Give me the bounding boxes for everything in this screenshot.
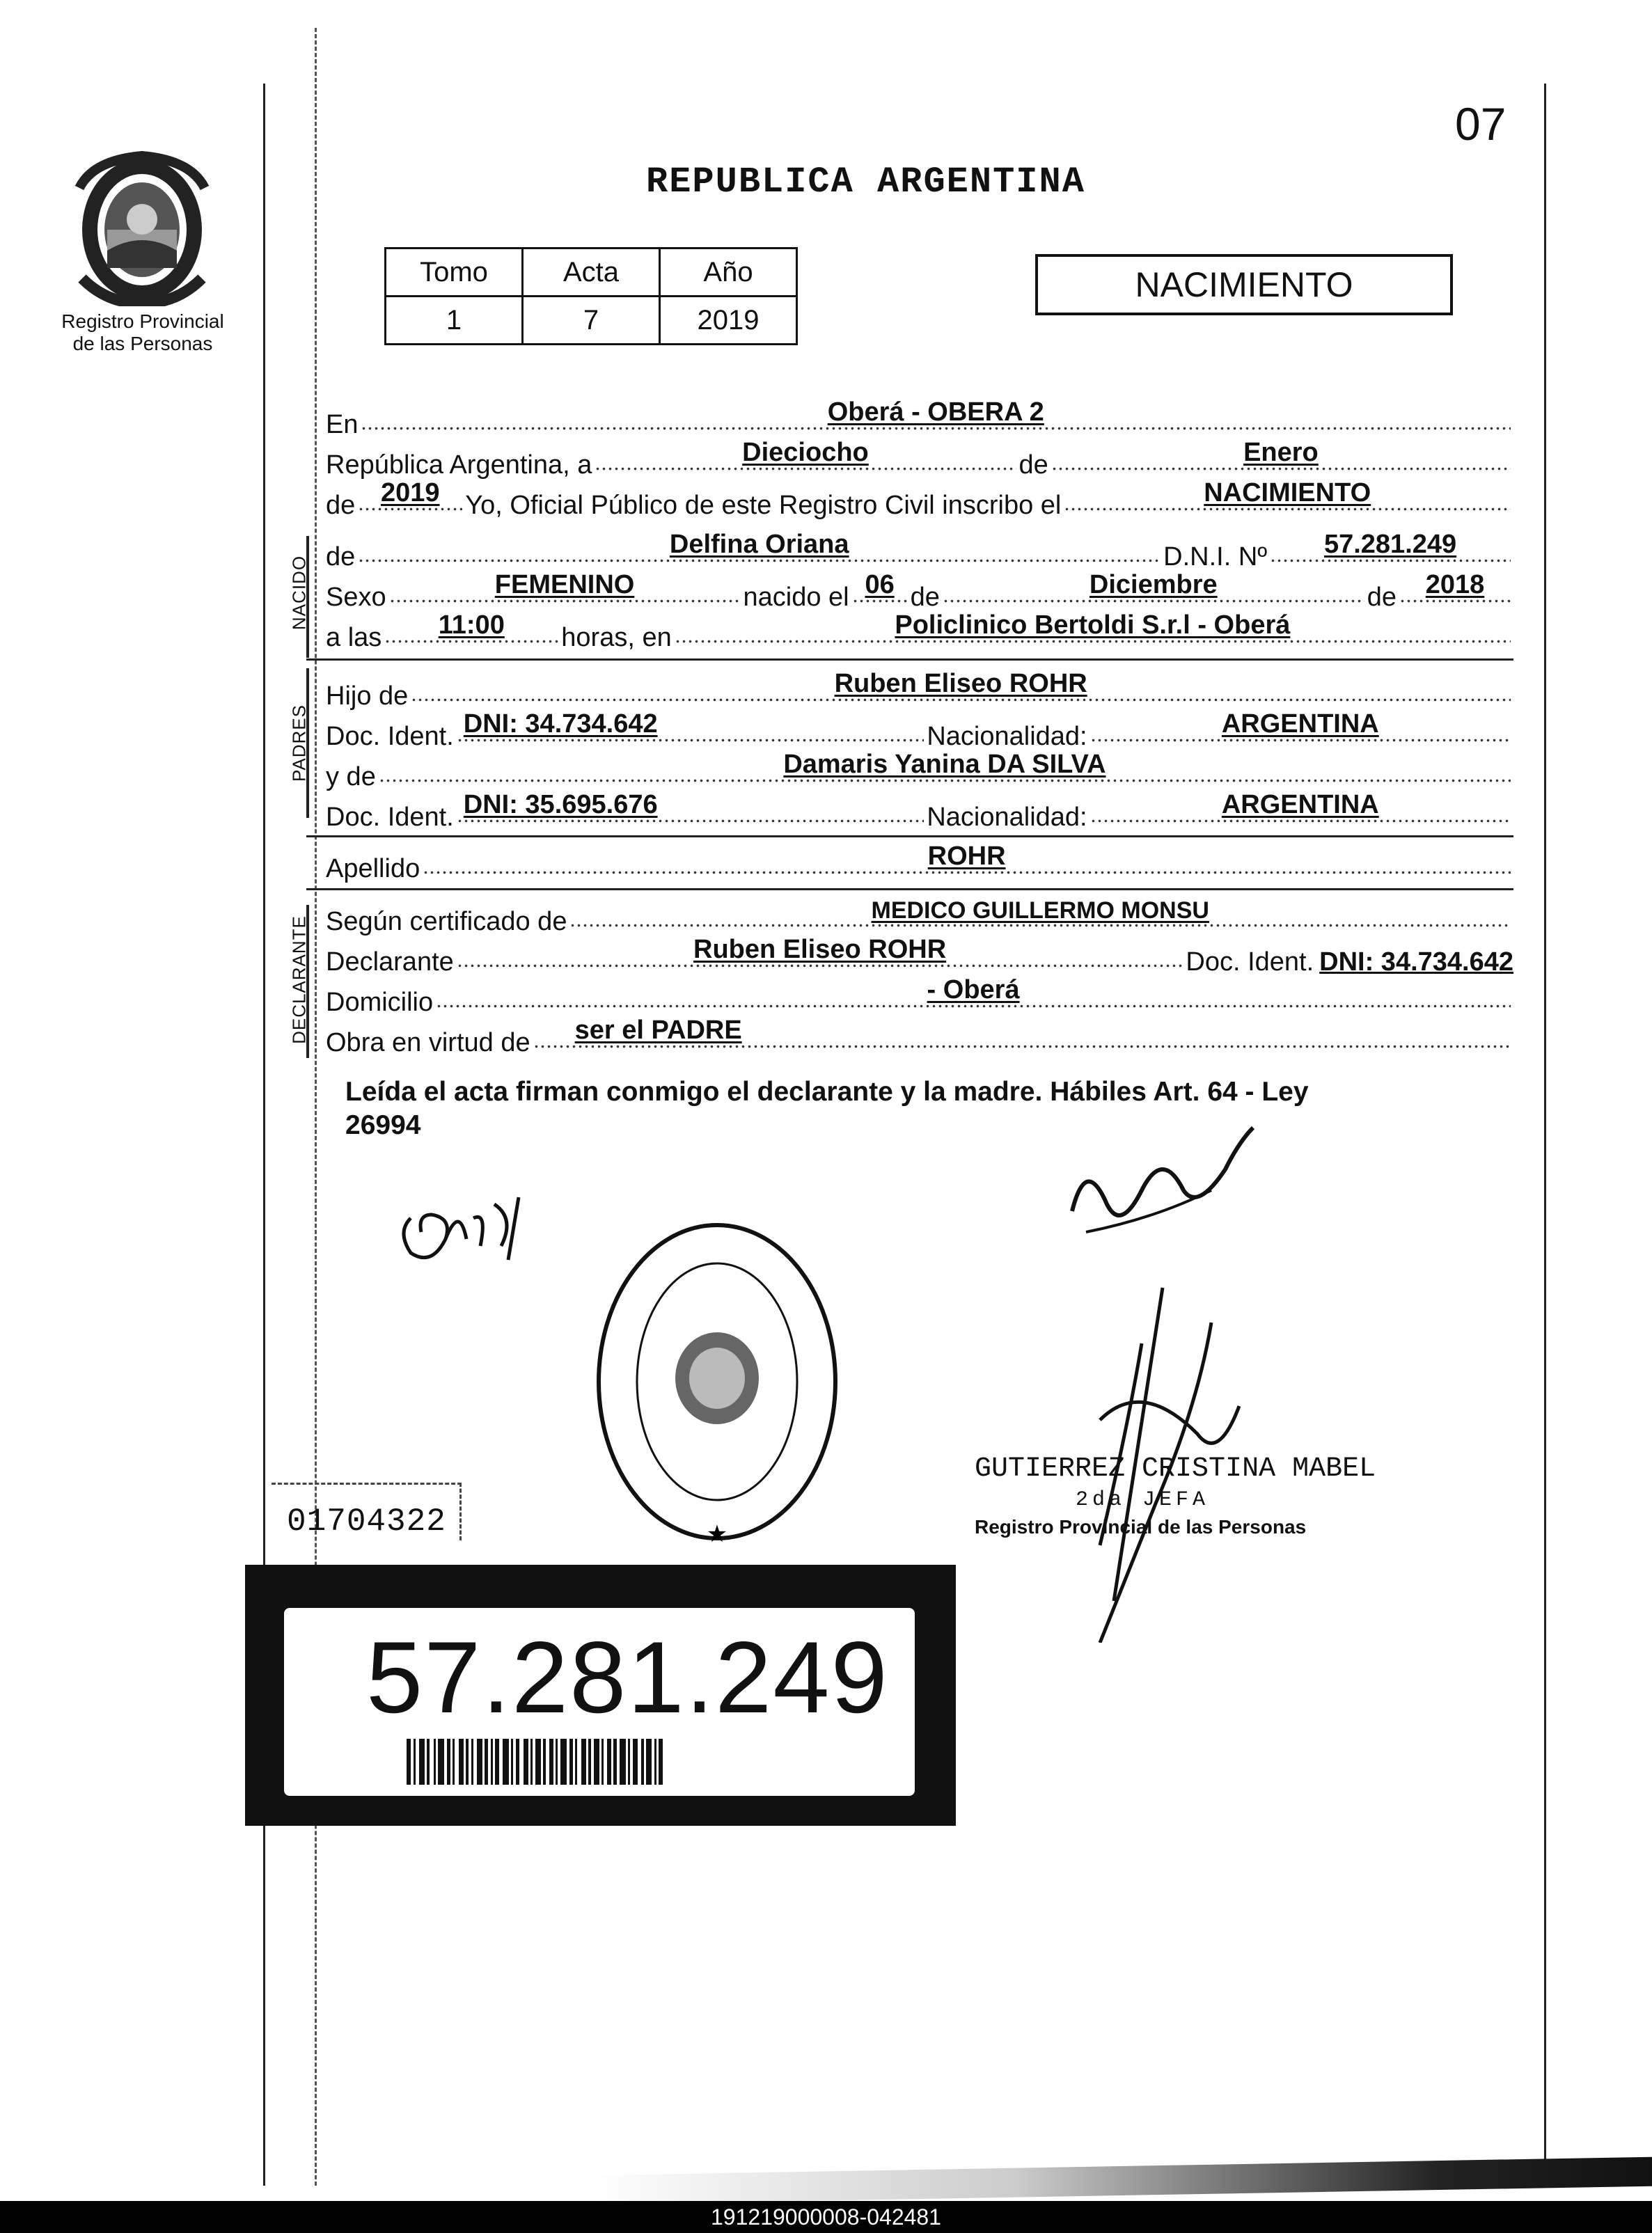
declarante-label: Declarante — [326, 947, 454, 977]
yde-label: y de — [326, 762, 376, 791]
row-mother-doc — [326, 790, 1513, 833]
dotted-field — [595, 438, 1016, 472]
legal-line2: 26994 — [345, 1110, 421, 1140]
segun-label: Según certificado de — [326, 907, 567, 936]
row-nacido-name — [326, 530, 1513, 572]
row-domicilio — [326, 975, 1513, 1018]
province-logo — [65, 146, 219, 306]
domicilio-value: - Oberá — [927, 975, 1020, 1004]
en-label: En — [326, 410, 359, 439]
de-label: de — [1018, 450, 1048, 480]
row-yde — [326, 750, 1513, 792]
child-dni: 57.281.249 — [1323, 530, 1457, 559]
barcode — [407, 1739, 796, 1785]
institution-name — [42, 310, 244, 355]
left-border-line — [263, 84, 265, 2186]
apellido-label: Apellido — [326, 854, 420, 883]
de-label: de — [1367, 583, 1397, 612]
row-year — [326, 478, 1513, 521]
mother-nationality: ARGENTINA — [1221, 790, 1379, 819]
nac-label: Nacionalidad: — [927, 803, 1087, 832]
row-obra — [326, 1016, 1513, 1058]
dotted-field — [457, 935, 1183, 969]
coat-of-arms-icon — [65, 146, 219, 306]
birth-year: 2018 — [1425, 570, 1485, 599]
table-header-acta: Acta — [523, 248, 660, 297]
year-value: 2019 — [381, 478, 440, 507]
dotted-field — [533, 1016, 1511, 1050]
nacido-label: nacido el — [743, 583, 849, 612]
birth-time: 11:00 — [438, 610, 505, 640]
dotted-field — [361, 397, 1511, 432]
official-signature — [1058, 1114, 1281, 1643]
dotted-field — [943, 570, 1364, 604]
de-label: de — [910, 583, 940, 612]
row-en — [326, 397, 1513, 440]
row-hora — [326, 610, 1513, 653]
de-label: de — [326, 542, 356, 571]
dotted-field — [379, 750, 1511, 784]
dotted-field — [852, 570, 908, 604]
hijo-label: Hijo de — [326, 681, 409, 711]
yo-text: Yo, Oficial Público de este Registro Civil inscribo el — [465, 491, 1062, 520]
official-seal — [588, 1215, 846, 1549]
institution-line2: de las Personas — [72, 333, 213, 354]
doc-label: Doc. Ident. — [1186, 947, 1314, 977]
dotted-field — [1090, 709, 1511, 743]
act-type-box: NACIMIENTO — [1035, 254, 1453, 315]
legal-line1: Leída el acta firman conmigo el declarante y la madre. Hábiles Art. 64 - Ley — [345, 1077, 1309, 1107]
divider — [306, 658, 1513, 661]
father-name: Ruben Eliseo ROHR — [834, 669, 1087, 698]
table-header-tomo: Tomo — [386, 248, 523, 297]
dotted-field — [358, 478, 462, 512]
security-ticket — [245, 1565, 956, 1826]
row-father-doc — [326, 709, 1513, 752]
table-value-tomo: 1 — [386, 297, 523, 345]
father-doc: DNI: 34.734.642 — [463, 709, 658, 739]
left-margin-dashed-line — [315, 28, 317, 2186]
dotted-field — [358, 530, 1161, 564]
seal-star: ★ — [706, 1521, 728, 1547]
mother-name: Damaris Yanina DA SILVA — [783, 750, 1106, 779]
page-number: 07 — [1455, 98, 1507, 150]
dotted-field — [389, 570, 741, 604]
sexo-value: FEMENINO — [494, 570, 635, 599]
right-border-line — [1544, 84, 1546, 2186]
padres-section-label: PADRES — [288, 704, 310, 782]
place-value: Oberá - OBERA 2 — [827, 397, 1044, 427]
divider — [306, 835, 1513, 837]
dotted-field — [1051, 438, 1511, 472]
nacido-section-label: NACIDO — [288, 555, 310, 631]
institution-line1: Registro Provincial — [61, 310, 224, 332]
domicilio-label: Domicilio — [326, 988, 434, 1017]
dotted-field — [436, 975, 1511, 1009]
row-apellido — [326, 842, 1513, 884]
day-value: Dieciocho — [742, 438, 869, 467]
inscribed-value: NACIMIENTO — [1204, 478, 1371, 507]
father-nationality: ARGENTINA — [1221, 709, 1379, 739]
dotted-field — [569, 897, 1511, 929]
declarante-doc: DNI: 34.734.642 — [1319, 947, 1513, 977]
declarante-value: Ruben Eliseo ROHR — [693, 935, 947, 964]
alas-label: a las — [326, 623, 382, 652]
official-office: Registro Provincial de las Personas — [975, 1516, 1307, 1538]
country-title: REPUBLICA ARGENTINA — [646, 161, 1085, 203]
dotted-field — [384, 610, 558, 645]
sexo-label: Sexo — [326, 583, 386, 612]
birth-day: 06 — [865, 570, 895, 599]
birth-place: Policlinico Bertoldi S.r.l - Oberá — [895, 610, 1291, 640]
horas-label: horas, en — [561, 623, 672, 652]
dotted-field — [1399, 570, 1511, 604]
dotted-field — [423, 842, 1511, 876]
declarante-section-label: DECLARANTE — [288, 915, 310, 1044]
dotted-field — [1270, 530, 1511, 564]
doc-label: Doc. Ident. — [326, 803, 454, 832]
dni-label: D.N.I. Nº — [1163, 542, 1268, 571]
month-value: Enero — [1243, 438, 1319, 467]
row-declarante — [326, 935, 1513, 977]
obra-label: Obra en virtud de — [326, 1028, 530, 1057]
child-name: Delfina Oriana — [669, 530, 849, 559]
certificado-value: MEDICO GUILLERMO MONSU — [871, 897, 1209, 924]
official-title: 2da JEFA — [1076, 1488, 1210, 1512]
table-value-ano: 2019 — [660, 297, 797, 345]
row-sexo — [326, 570, 1513, 613]
dotted-field — [457, 709, 925, 743]
dotted-field — [1090, 790, 1511, 824]
de2-label: de — [326, 491, 356, 520]
dotted-field — [457, 790, 925, 824]
row-segun — [326, 897, 1513, 937]
nac-label: Nacionalidad: — [927, 722, 1087, 751]
birth-month: Diciembre — [1089, 570, 1218, 599]
row-republica — [326, 438, 1513, 480]
table-header-ano: Año — [660, 248, 797, 297]
mother-doc: DNI: 35.695.676 — [463, 790, 658, 819]
doc-label: Doc. Ident. — [326, 722, 454, 751]
divider — [306, 888, 1513, 890]
dotted-field — [1064, 478, 1511, 512]
serial-stamp: 01704322 — [287, 1504, 446, 1540]
declarant-signature — [390, 1176, 543, 1281]
dotted-field — [675, 610, 1511, 645]
table-value-acta: 7 — [523, 297, 660, 345]
legal-text — [345, 1075, 1487, 1142]
republica-label: República Argentina, a — [326, 450, 592, 480]
register-table — [384, 247, 798, 345]
official-name: GUTIERREZ CRISTINA MABEL — [975, 1453, 1376, 1485]
obra-value: ser el PADRE — [574, 1016, 742, 1045]
ticket-inner — [284, 1608, 915, 1796]
row-hijo — [326, 669, 1513, 711]
scan-shadow — [592, 2157, 1652, 2205]
apellido-value: ROHR — [927, 842, 1006, 871]
ticket-number: 57.281.249 — [366, 1620, 889, 1734]
dotted-field — [411, 669, 1511, 703]
footer-code: 191219000008-042481 — [0, 2201, 1652, 2233]
